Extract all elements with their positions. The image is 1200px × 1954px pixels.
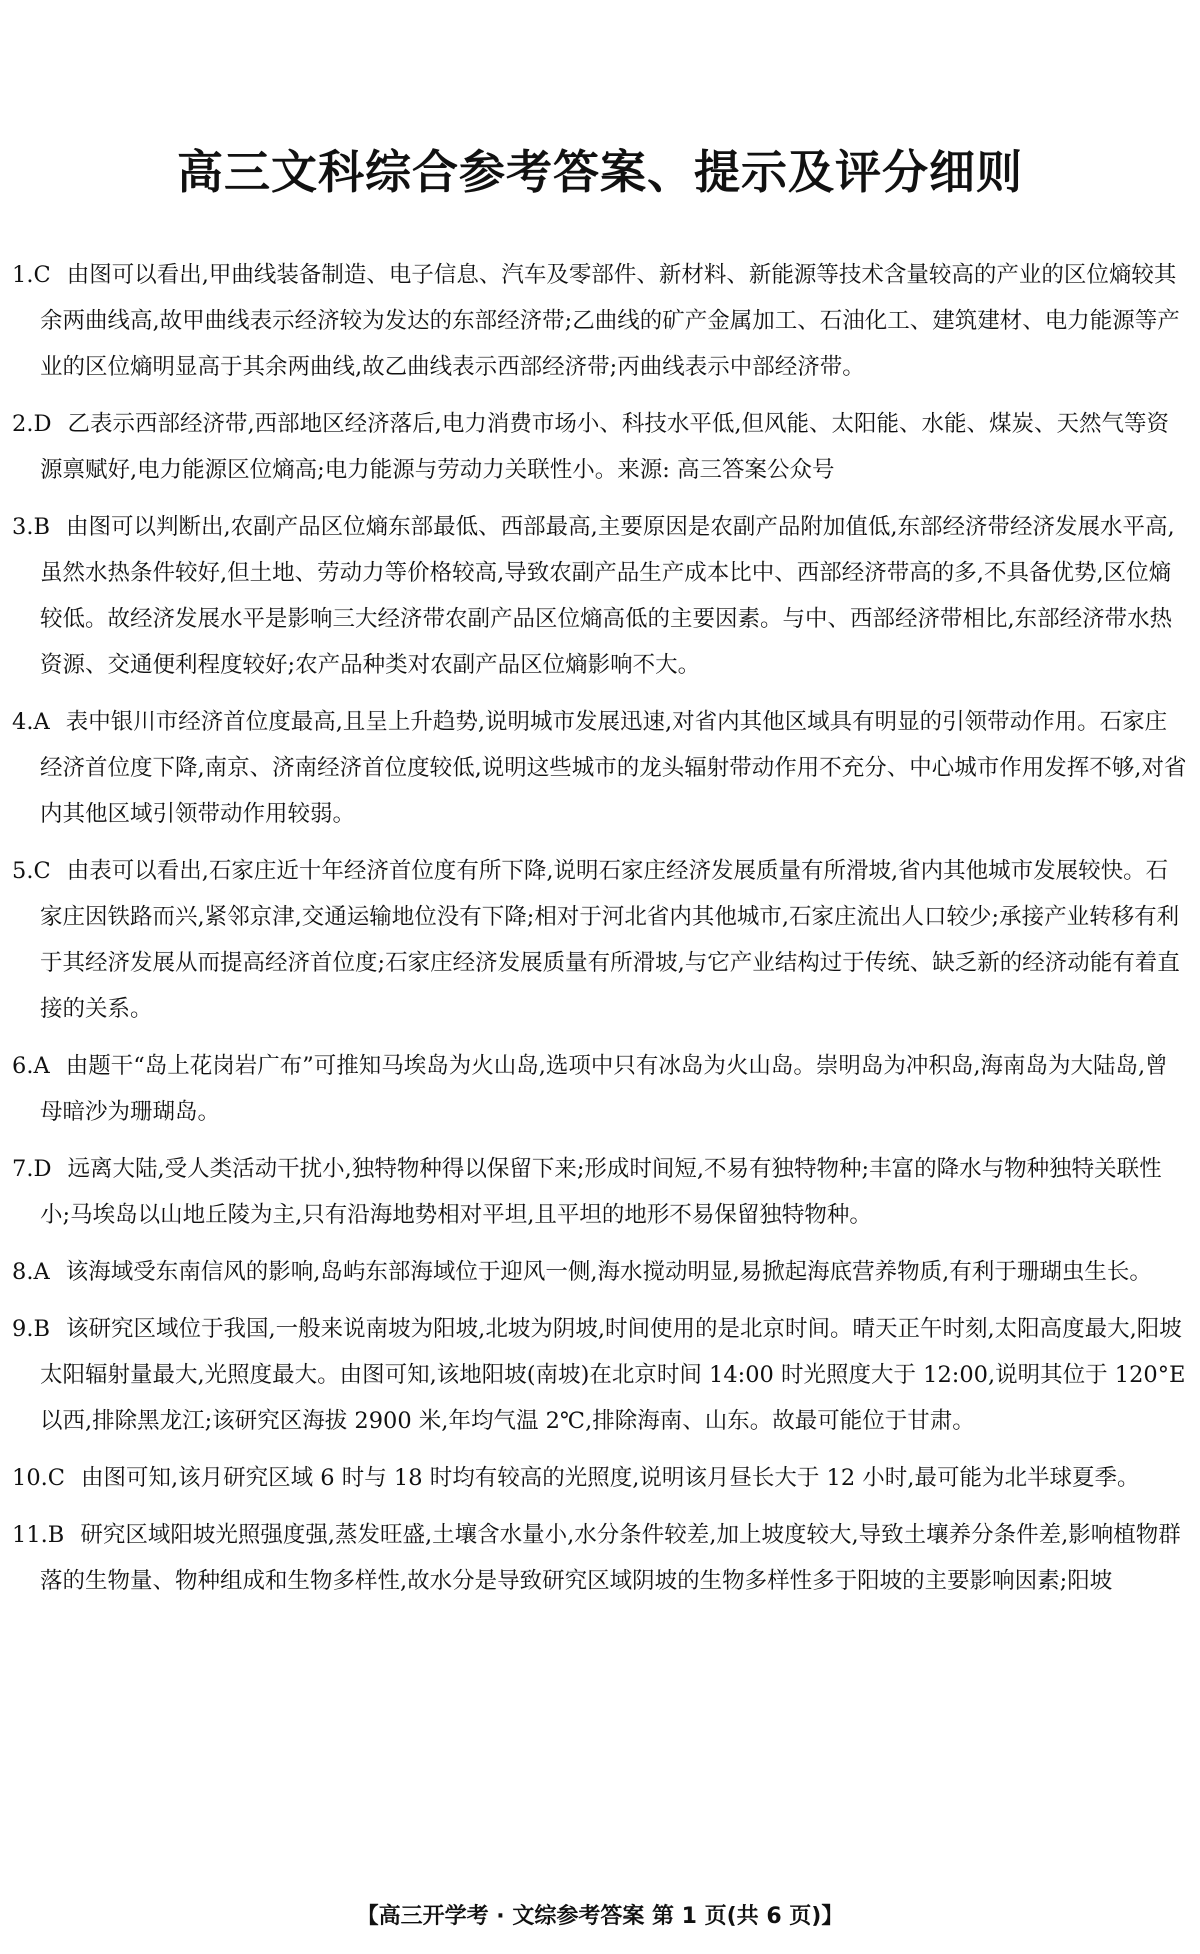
answer-item [12, 504, 1188, 688]
answer-item [12, 1146, 1188, 1238]
answer-item [12, 848, 1188, 1032]
answer-text: 该海域受东南信风的影响,岛屿东部海域位于迎风一侧,海水搅动明显,易掀起海底营养物质,有利于珊瑚虫生长。 [65, 1259, 1152, 1285]
page-title: 高三文科综合参考答案、提示及评分细则 [177, 145, 1023, 199]
answer-item [12, 699, 1188, 837]
answer-number: 4.A [12, 709, 50, 735]
answer-number: 6.A [12, 1053, 50, 1079]
answer-number: 2.D [12, 411, 52, 437]
answer-text: 由图可以看出,甲曲线装备制造、电子信息、汽车及零部件、新材料、新能源等技术含量较高的产业的区位熵较其余两曲线高,故甲曲线表示经济较为发达的东部经济带;乙曲线的矿产金属加工、石油化工、建筑建材、电力能源等产业的区位熵明显高于其余两曲线,故乙曲线表示西部经济带;丙曲线表示中部经济带。 [40, 262, 1180, 380]
answer-number: 3.B [12, 514, 51, 540]
answer-text: 由图可知,该月研究区域 6 时与 18 时均有较高的光照度,说明该月昼长大于 12 小时,最可能为北半球夏季。 [81, 1465, 1140, 1491]
answer-item [12, 1043, 1188, 1135]
answer-item [12, 1455, 1188, 1501]
answer-text: 由图可以判断出,农副产品区位熵东部最低、西部最高,主要原因是农副产品附加值低,东部经济带经济发展水平高,虽然水热条件较好,但土地、劳动力等价格较高,导致农副产品生产成本比中、西部经济带高的多,不具备优势,区位熵较低。故经济发展水平是影响三大经济带农副产品区位熵高低的主要因素。与中、西部经济带相比,东部经济带水热资源、交通便利程度较好;农产品种类对农副产品区位熵影响不大。 [40, 514, 1175, 678]
answer-number: 11.B [12, 1522, 65, 1548]
answer-number: 9.B [12, 1316, 51, 1342]
answer-text: 研究区域阳坡光照强度强,蒸发旺盛,土壤含水量小,水分条件较差,加上坡度较大,导致土壤养分条件差,影响植物群落的生物量、物种组成和生物多样性,故水分是导致研究区域阴坡的生物多样性多于阳坡的主要影响因素;阳坡 [40, 1522, 1181, 1594]
answer-text: 远离大陆,受人类活动干扰小,独特物种得以保留下来;形成时间短,不易有独特物种;丰富的降水与物种独特关联性小;马埃岛以山地丘陵为主,只有沿海地势相对平坦,且平坦的地形不易保留独特物种。 [40, 1156, 1162, 1228]
answer-text: 该研究区域位于我国,一般来说南坡为阳坡,北坡为阴坡,时间使用的是北京时间。晴天正午时刻,太阳高度最大,阳坡太阳辐射量最大,光照度最大。由图可知,该地阳坡(南坡)在北京时间 14:00 时光照度大于 12:00,说明其位于 120°E 以西,排除黑龙江;该研究区海拔 2900 米,年均气温 2℃,排除海南、山东。故最可能位于甘肃。 [40, 1316, 1186, 1434]
answer-item [12, 1512, 1188, 1604]
answer-item [12, 252, 1188, 390]
answer-number: 10.C [12, 1465, 65, 1491]
answer-text: 表中银川市经济首位度最高,且呈上升趋势,说明城市发展迅速,对省内其他区域具有明显的引领带动作用。石家庄经济首位度下降,南京、济南经济首位度较低,说明这些城市的龙头辐射带动作用不充分、中心城市作用发挥不够,对省内其他区域引领带动作用较弱。 [40, 709, 1187, 827]
answer-item [12, 401, 1188, 493]
answer-list [12, 252, 1188, 1615]
page-footer: 【高三开学考 · 文综参考答案 第 1 页(共 6 页)】 [356, 1904, 844, 1929]
answer-number: 5.C [12, 858, 51, 884]
answer-number: 8.A [12, 1259, 50, 1285]
answer-text: 由题干“岛上花岗岩广布”可推知马埃岛为火山岛,选项中只有冰岛为火山岛。崇明岛为冲积岛,海南岛为大陆岛,曾母暗沙为珊瑚岛。 [40, 1053, 1168, 1125]
answer-text: 由表可以看出,石家庄近十年经济首位度有所下降,说明石家庄经济发展质量有所滑坡,省内其他城市发展较快。石家庄因铁路而兴,紧邻京津,交通运输地位没有下降;相对于河北省内其他城市,石家庄流出人口较少;承接产业转移有利于其经济发展从而提高经济首位度;石家庄经济发展质量有所滑坡,与它产业结构过于传统、缺乏新的经济动能有着直接的关系。 [40, 858, 1180, 1022]
answer-text: 乙表示西部经济带,西部地区经济落后,电力消费市场小、科技水平低,但风能、太阳能、水能、煤炭、天然气等资源禀赋好,电力能源区位熵高;电力能源与劳动力关联性小。来源: 高三答案公众号 [40, 411, 1169, 483]
answer-number: 7.D [12, 1156, 52, 1182]
answer-item [12, 1306, 1188, 1444]
answer-item [12, 1249, 1188, 1295]
answer-number: 1.C [12, 262, 51, 288]
